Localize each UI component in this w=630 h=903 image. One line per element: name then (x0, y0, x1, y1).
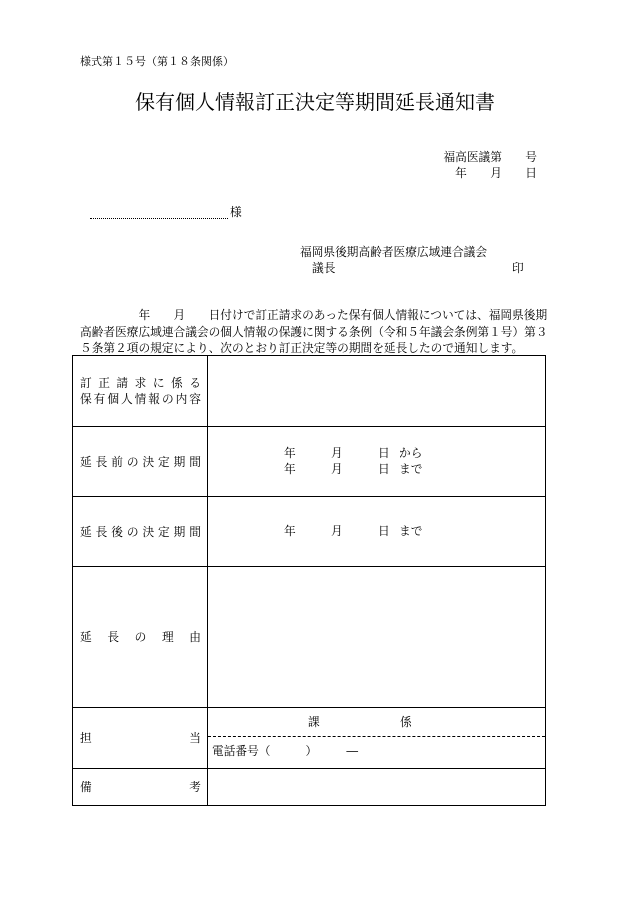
notice-table (72, 355, 546, 806)
label-char: 考 (189, 780, 201, 794)
label-char: 求 (134, 376, 147, 390)
label-char: 後 (111, 524, 123, 539)
label-char: 延 (80, 630, 92, 644)
label-char: 延 (80, 454, 92, 469)
body-line: ５条第２項の規定により、次のとおり訂正決定等の期間を延長したので通知します。 (80, 341, 524, 355)
section-label: 課 (308, 715, 320, 729)
table-row-remarks (73, 769, 545, 805)
period-before-field (208, 427, 545, 496)
label-char: 由 (189, 630, 201, 644)
day-label: 日 (378, 462, 390, 476)
label-char: の (161, 392, 174, 406)
row-label (73, 497, 208, 566)
label-char: 理 (161, 630, 174, 644)
table-row-contact (73, 708, 545, 769)
label-char: 長 (95, 524, 108, 539)
label-char: 期 (173, 524, 186, 539)
label-char: 定 (158, 524, 170, 539)
table-row-period-before (73, 427, 545, 497)
recipient-honorific: 様 (230, 205, 242, 219)
label-char: 長 (107, 630, 120, 644)
label-line (80, 630, 201, 644)
row-label (73, 567, 208, 707)
row-label (73, 356, 208, 426)
issue-date: 年 月 日 (455, 166, 537, 180)
label-char: 内 (175, 392, 188, 406)
remarks-field (208, 769, 545, 805)
month-label: 月 (331, 524, 343, 538)
date-to-line (208, 524, 545, 538)
label-line (80, 780, 201, 794)
month-label: 月 (331, 446, 343, 460)
label-char: 正 (98, 376, 110, 390)
correction-content-field (208, 356, 545, 426)
notice-body (80, 307, 550, 357)
label-char: 容 (189, 392, 201, 406)
table-row-reason (73, 567, 545, 708)
label-char: 情 (134, 392, 147, 406)
sender-position: 議長 (312, 261, 336, 275)
label-char: 延 (80, 524, 92, 539)
label-char: の (126, 524, 139, 539)
date-from-line (208, 446, 545, 460)
label-char: 保 (80, 392, 92, 406)
label-char: 決 (142, 454, 155, 469)
row-label (73, 769, 208, 805)
to-suffix: まで (399, 524, 423, 538)
label-char: 備 (80, 780, 92, 794)
row-label (73, 427, 208, 496)
label-char: 決 (142, 524, 155, 539)
label-char: の (134, 630, 147, 644)
label-char: 担 (80, 731, 92, 745)
label-line (80, 392, 201, 406)
label-line (80, 731, 201, 745)
year-label: 年 (284, 446, 296, 460)
label-char: 期 (173, 454, 186, 469)
recipient-name-line (90, 218, 228, 219)
year-label: 年 (284, 462, 296, 476)
document-title: 保有個人情報訂正決定等期間延長通知書 (135, 90, 495, 114)
label-char: の (126, 454, 139, 469)
label-line (80, 455, 201, 469)
label-char: 定 (158, 454, 170, 469)
day-label: 日 (378, 524, 390, 538)
label-char: 間 (189, 524, 201, 539)
year-label: 年 (284, 524, 296, 538)
table-row-period-after (73, 497, 545, 567)
label-char: 長 (95, 454, 108, 469)
contact-divider (208, 736, 545, 737)
label-line (80, 525, 201, 539)
label-char: 人 (120, 392, 133, 406)
reason-field (208, 567, 545, 707)
label-char: 個 (107, 392, 120, 406)
month-label: 月 (331, 462, 343, 476)
label-char: 前 (111, 454, 123, 469)
to-suffix: まで (399, 462, 423, 476)
label-line (80, 376, 201, 390)
label-char: る (189, 376, 201, 390)
label-char: 訂 (80, 376, 92, 390)
table-row-correction-content (73, 356, 545, 427)
label-char: 係 (171, 376, 183, 390)
label-char: 請 (116, 376, 129, 390)
label-char: 当 (189, 731, 201, 745)
contact-field (208, 708, 545, 768)
row-label (73, 708, 208, 768)
seal-mark: 印 (512, 261, 524, 275)
from-suffix: から (399, 446, 423, 460)
label-char: 報 (148, 392, 160, 406)
form-number: 様式第１５号（第１８条関係） (80, 55, 234, 68)
label-char: 間 (189, 454, 201, 469)
staff-label: 係 (400, 715, 412, 729)
label-char: に (152, 376, 165, 390)
day-label: 日 (378, 446, 390, 460)
body-line: 高齢者医療広域連合議会の個人情報の保護に関する条例（令和５年議会条例第１号）第３ (80, 324, 548, 339)
label-char: 有 (93, 392, 106, 406)
sender-organization: 福岡県後期高齢者医療広域連合議会 (300, 245, 488, 259)
period-after-field (208, 497, 545, 566)
body-line: 年 月 日付けで訂正請求のあった保有個人情報については、福岡県後期 (80, 308, 548, 322)
date-to-line (208, 462, 545, 476)
phone-label: 電話番号（ ） ― (212, 744, 359, 758)
document-number: 福高医議第 号 (443, 150, 537, 164)
